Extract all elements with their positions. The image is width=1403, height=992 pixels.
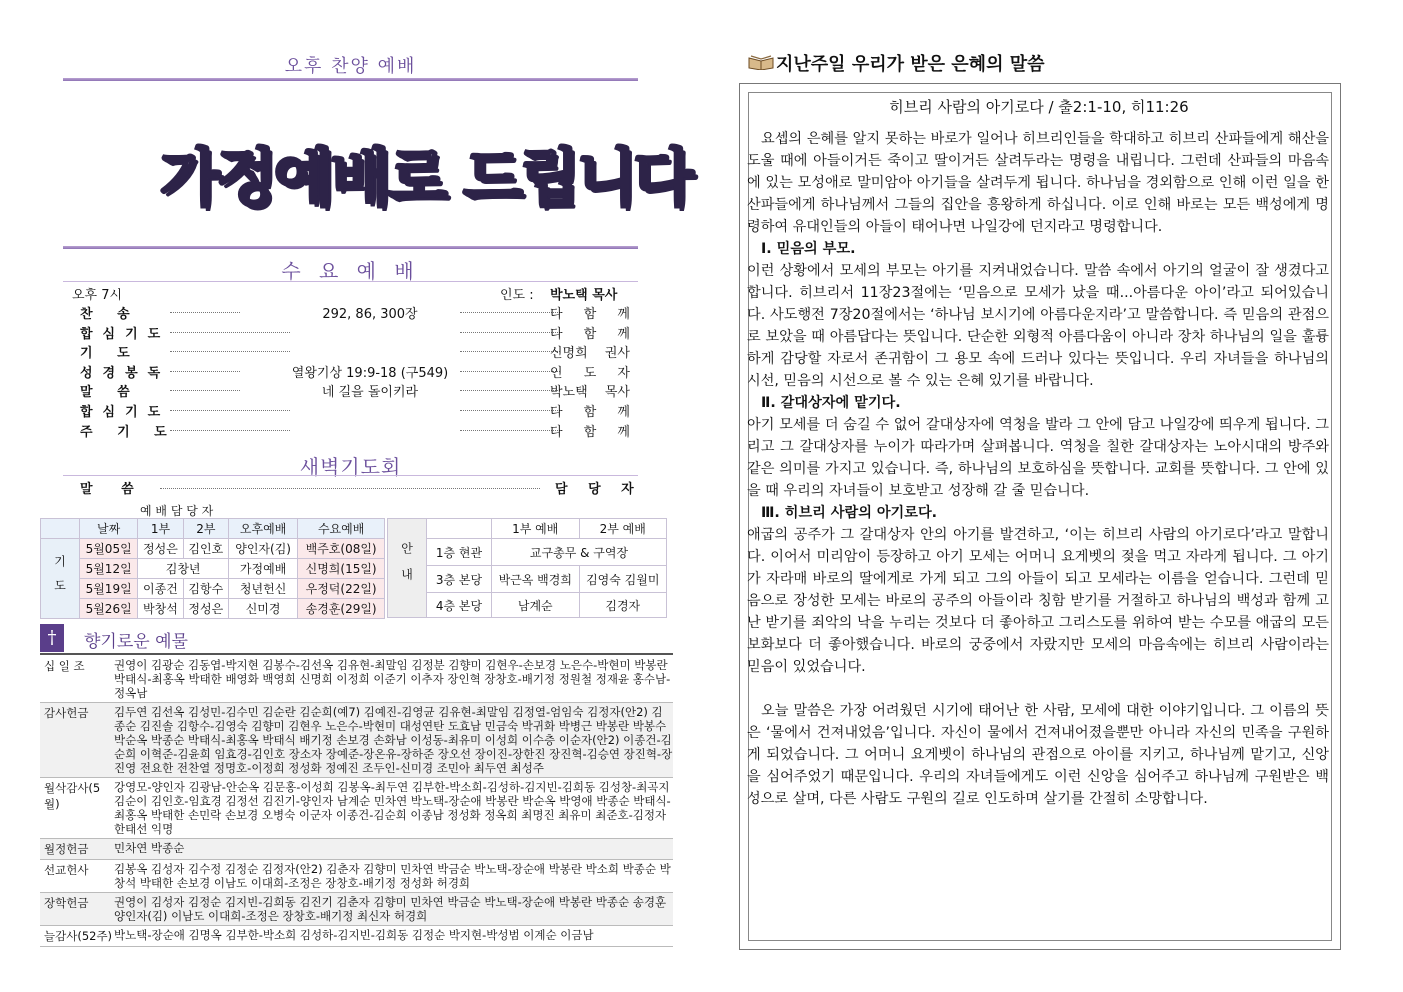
- sermon-paragraph: 아기 모세를 더 숨길 수 없어 갈대상자에 역청을 발라 그 안에 담고 나일강에 띄우게 됩니다. 그리고 그 갈대상자를 누이가 따라가며 살펴봅니다. 역청을 칠한 갈대상자는 노아시대의 방주와 같은 의미를 가지고 있습니다. 즉, 하나님의 보호하심을 뜻합니다. 교회를 뜻합니다. 그 안에 있을 때 우리의 자녀들이 보호받고 성장해 갈 줄 믿습니다.: [747, 417, 1329, 499]
- duty-cell: 5월19일: [80, 579, 138, 599]
- worship-order-row: [70, 401, 630, 420]
- order-label: 합심기도: [80, 405, 171, 420]
- order-person: 박노택 목사: [550, 385, 630, 401]
- duty-cell: 정성은: [138, 539, 183, 559]
- worship-order-row: [70, 323, 630, 342]
- offering-category: 감사헌금: [44, 706, 89, 720]
- guide-header-floor: [427, 519, 492, 539]
- sermon-paragraph: [747, 678, 1329, 700]
- family-worship-banner: 가정예배로 드립니다: [160, 141, 691, 214]
- guide-cell: 교구총무 & 구역장: [492, 539, 667, 566]
- dotted-leader: [460, 430, 560, 431]
- guide-side-label: 안내: [388, 519, 427, 618]
- dotted-leader: [460, 390, 560, 391]
- order-label: 성경봉독: [80, 365, 171, 381]
- offering-names: 김봉옥 김성자 김수정 김정순 김정자(안2) 김춘자 김향미 민차연 박금순 박노택-장순애 박봉란 박소희 박종순 박창석 박태한 손보경 이남도 이대희-조정은 장창호-배기정 정성화 허경희: [114, 862, 671, 890]
- dawn-prayer-title: 새벽기도회: [299, 455, 402, 479]
- duty-header-afternoon: 오후예배: [228, 519, 297, 539]
- offering-list: [40, 656, 673, 947]
- sermon-paragraph: 이런 상황에서 모세의 부모는 아기를 지켜내었습니다. 말씀 속에서 아기의 얼굴이 잘 생겼다고 합니다. 히브리서 11장23절에는 ‘믿음으로 모세가 났을 때...아름다운 아이’라고 되어있습니다. 사도행전 7장20절에서는 ‘하나님 보시기에 아름다운지라’고 말씀합니다. 즉 믿음의 관점으로 보았을 때 아름답다는 뜻입니다. 단순한 외형적 아름다움이 아니라 장차 하나님의 일을 훌륭하게 감당할 자로서 존귀함이 그 용모 속에 드러나 있다는 뜻입니다. 우리 자녀들을 하나님의 시선, 믿음의 시선으로 볼 수 있는 은혜 있기를 바랍니다.: [747, 263, 1329, 389]
- offering-title: 향기로운 예물: [84, 632, 188, 652]
- sermon-point-heading: Ⅰ. 믿음의 부모.: [761, 241, 856, 257]
- dotted-leader: [170, 410, 290, 411]
- dotted-leader: [170, 332, 290, 333]
- duty-header-date: 날짜: [80, 519, 138, 539]
- dawn-word-label: 말 씀: [80, 482, 146, 497]
- offering-row: [40, 860, 673, 893]
- order-person: 신명희 권사: [550, 346, 630, 362]
- offering-names: 강영모-양인자 김광남-안순옥 김문홍-이성희 김봉옥-최두연 김부한-박소희-김성하-김지빈-김희동 김성창-최곡지 김순이 김인호-임효경 김정선 김진기-양인자 남계순 민차연 박노택-장순애 박봉란 박순옥 박영애 박종순 박태식-최홍옥 박태한 손민락 손보경 오병숙 이군자 이종건-김순희 이종남 정성화 정옥희 최명진 최유미 최준호-김정자 한태선 익명: [114, 780, 671, 836]
- offering-category: 늘감사(52주): [44, 929, 113, 943]
- duty-cell: 백주호(08일): [298, 539, 385, 559]
- order-content: 네 길을 돌이키라: [240, 381, 500, 400]
- service-time: 오후 7시: [72, 288, 123, 303]
- order-label: 합심기도: [80, 326, 171, 342]
- dawn-charge-label: 담 당 자: [555, 482, 642, 497]
- offering-row: [40, 703, 673, 778]
- divider: [63, 475, 638, 476]
- worship-order-row: [70, 342, 630, 361]
- worship-order-row: [70, 381, 630, 400]
- duty-cell: 5월12일: [80, 559, 138, 579]
- duty-cell: 송경훈(29일): [298, 599, 385, 619]
- guide-cell: 박근옥 백경희: [492, 566, 580, 593]
- leader-label: 인도 :: [500, 288, 534, 303]
- worship-order-row: [70, 362, 630, 381]
- order-person: 다 함 께: [550, 326, 630, 342]
- order-person: 다 함 께: [550, 307, 630, 322]
- leader-name: 박노택 목사: [550, 288, 618, 303]
- offering-row: [40, 839, 673, 860]
- order-person: 인 도 자: [550, 365, 630, 381]
- offering-row: [40, 893, 673, 926]
- divider: [40, 653, 673, 655]
- duty-cell: 청년헌신: [228, 579, 297, 599]
- offering-category: 월정헌금: [44, 842, 89, 856]
- order-person: 다 함 께: [550, 424, 630, 440]
- duty-cell: 양인자(김): [228, 539, 297, 559]
- offering-category: 십 일 조: [44, 659, 85, 673]
- order-label: 기 도: [80, 346, 140, 362]
- duty-cell: 5월26일: [80, 599, 138, 619]
- sermon-paragraph: 요셉의 은혜를 알지 못하는 바로가 일어나 히브리인들을 학대하고 히브리 산파들에게 해산을 도울 때에 아들이거든 죽이고 딸이거든 살려두라는 명령을 내립니다. 그런데 산파들의 마음속에 있는 모성애로 말미암아 아기들을 살려두게 됩니다. 하나님을 경외함으로 인해 이런 일을 한 산파들에게 하나님께서 그들의 집안을 흥왕하게 하십니다. 이로 인해 바로는 모든 백성에게 명령하여 유대인들의 아들이 태어나면 나일강에 던지라고 명령합니다.: [747, 131, 1329, 235]
- offering-category: 장학헌금: [44, 896, 89, 910]
- offering-category: 월삭감사(5월): [44, 781, 101, 811]
- divider: [63, 281, 638, 282]
- duty-cell: 신명희(15일): [298, 559, 385, 579]
- open-book-icon: [748, 54, 774, 70]
- duty-table: [40, 518, 385, 619]
- duty-side-label: 기도: [41, 539, 80, 619]
- duty-header-side: [41, 519, 80, 539]
- dotted-leader: [170, 351, 290, 352]
- dotted-leader: [460, 332, 560, 333]
- order-person: 다 함 께: [550, 405, 630, 420]
- wednesday-worship-title: 수 요 예 배: [281, 259, 420, 283]
- sermon-paragraph: 오늘 말씀은 가장 어려웠던 시기에 태어난 한 사람, 모세에 대한 이야기입니다. 그 이름의 뜻은 ‘물에서 건져내었음’입니다. 자신이 물에서 건져내어졌을뿐만 아니라 자신의 민족을 구원하게 되었습니다. 그 어머니 요게벳이 하나님의 관점으로 아이를 지키고, 하나님께 맡기고, 신앙을 심어주었기 때문입니다. 우리의 자녀들에게도 이런 신앙을 심어주고 하나님께 구원받은 백성으로 살며, 다른 사람도 구원의 길로 인도하며 살기를 간절히 소망합니다.: [747, 703, 1329, 807]
- dotted-leader: [460, 371, 560, 372]
- order-label: 주 기 도: [80, 424, 177, 440]
- dotted-leader: [460, 312, 560, 313]
- guide-cell: 김영숙 김월미: [579, 566, 667, 593]
- offering-category: 선교헌사: [44, 863, 89, 877]
- order-label: 찬 송: [80, 307, 140, 322]
- worship-order-row: [70, 421, 630, 440]
- duty-caption: 예 배 담 당 자: [140, 504, 214, 518]
- duty-cell: 김창년: [138, 559, 229, 579]
- cross-icon: †: [40, 624, 64, 652]
- duty-cell: 김인호: [183, 539, 228, 559]
- duty-cell: 5월05일: [80, 539, 138, 559]
- guide-header-1: 1부 예배: [492, 519, 580, 539]
- duty-cell: 이종건: [138, 579, 183, 599]
- duty-header-2: 2부: [183, 519, 228, 539]
- duty-cell: 우정덕(22일): [298, 579, 385, 599]
- duty-header-1: 1부: [138, 519, 183, 539]
- sermon-body: [747, 128, 1329, 810]
- guide-table: [387, 518, 667, 618]
- worship-order-row: [70, 303, 630, 322]
- dotted-leader: [460, 351, 560, 352]
- offering-names: 김두연 김선옥 김성민-김수민 김순란 김순희(예7) 김예진-김영균 김유현-최말임 김정열-엄임숙 김정자(안2) 김종순 김진솔 김항수-김영숙 김향미 김현우 노은수-박현미 대성연탄 도효남 민금숙 박귀화 박병근 박봉란 박봉수 박순옥 박종순 박태식-최홍옥 박태식 배기정 손보경 손화남 이성동-최유미 이성희 이수층 이순자(안2) 이종건-김순희 이혁준-김윤희 임효경-김인호 장소자 장예준-장온유-장하준 장오선 장이진-장한진 장진혁-김승연 장진혁-장진영 전요한 전찬열 정명호-이정희 정성화 정예진 조두인-신미경 조민아 최두연 최성주: [114, 705, 673, 775]
- sermon-point-heading: Ⅲ. 히브리 사람의 아기로다.: [761, 505, 938, 521]
- duty-header-wed: 수요예배: [298, 519, 385, 539]
- afternoon-worship-title: 오후 찬양 예배: [284, 56, 417, 77]
- duty-cell: 신미경: [228, 599, 297, 619]
- offering-row: [40, 926, 673, 947]
- dotted-leader: [170, 430, 290, 431]
- order-label: 말 씀: [80, 385, 140, 401]
- sermon-header: 지난주일 우리가 받은 은혜의 말씀: [776, 54, 1045, 75]
- dotted-leader: [460, 410, 560, 411]
- divider: [63, 246, 638, 249]
- guide-floor: 1층 현관: [427, 539, 492, 566]
- guide-header-2: 2부 예배: [579, 519, 667, 539]
- order-content: 292, 86, 300장: [240, 303, 500, 322]
- offering-names: 박노택-장순애 김명옥 김부한-박소희 김성하-김지빈-김희동 김정순 박지현-박성범 이계순 이금남: [114, 928, 594, 942]
- offering-names: 권영이 김광순 김동엽-박지현 김봉수-김선옥 김유현-최말임 김정분 김향미 김현우-손보경 노은수-박현미 박봉란 박태식-최홍옥 박태한 배영화 백영희 신명희 이정희 이준기 이추자 장인혁 장창호-배기정 정원철 정재윤 홍수남-정옥남: [114, 658, 671, 700]
- offering-row: [40, 656, 673, 703]
- dotted-leader: [160, 488, 540, 489]
- duty-cell: 가정예배: [228, 559, 297, 579]
- guide-floor: 3층 본당: [427, 566, 492, 593]
- duty-cell: 박창석: [138, 599, 183, 619]
- guide-cell: 김경자: [579, 593, 667, 618]
- sermon-title: 히브리 사람의 아기로다 / 출2:1-10, 히11:26: [889, 98, 1189, 116]
- guide-cell: 남계순: [492, 593, 580, 618]
- sermon-point-heading: Ⅱ. 갈대상자에 맡기다.: [761, 395, 901, 411]
- divider: [63, 78, 638, 81]
- duty-cell: 정성은: [183, 599, 228, 619]
- offering-names: 권영이 김성자 김정순 김지빈-김희동 김진기 김춘자 김향미 민차연 박금순 박노택-장순애 박봉란 박종순 송경훈 양인자(김) 이남도 이대희-조정은 장창호-배기정 최신자 허경희: [114, 895, 667, 923]
- sermon-paragraph: 애굽의 공주가 그 갈대상자 안의 아기를 발견하고, ‘이는 히브리 사람의 아기로다’라고 말합니다. 이어서 미리암이 등장하고 아기 모세는 어머니 요게벳의 젖을 먹고 자라게 됩니다. 그 아기가 자라매 바로의 딸에게로 가게 되고 그의 아들이 되고 모세라는 이름을 얻습니다. 그런데 믿음으로 장성한 모세는 바로의 공주의 아들이라 칭함 받기를 거절하고 하나님의 백성과 함께 고난 받기를 죄악의 낙을 누리는 것보다 더 좋아하고 그리스도를 위하여 받는 수모를 애굽의 모든 보화보다 더 좋아했습니다. 바로의 궁중에서 자랐지만 모세의 마음속에는 히브리 사람이라는 믿음이 있었습니다.: [747, 527, 1329, 675]
- offering-row: [40, 778, 673, 839]
- order-content: 열왕기상 19:9-18 (구549): [240, 362, 500, 381]
- guide-floor: 4층 본당: [427, 593, 492, 618]
- duty-cell: 김항수: [183, 579, 228, 599]
- offering-names: 민차연 박종순: [114, 841, 185, 855]
